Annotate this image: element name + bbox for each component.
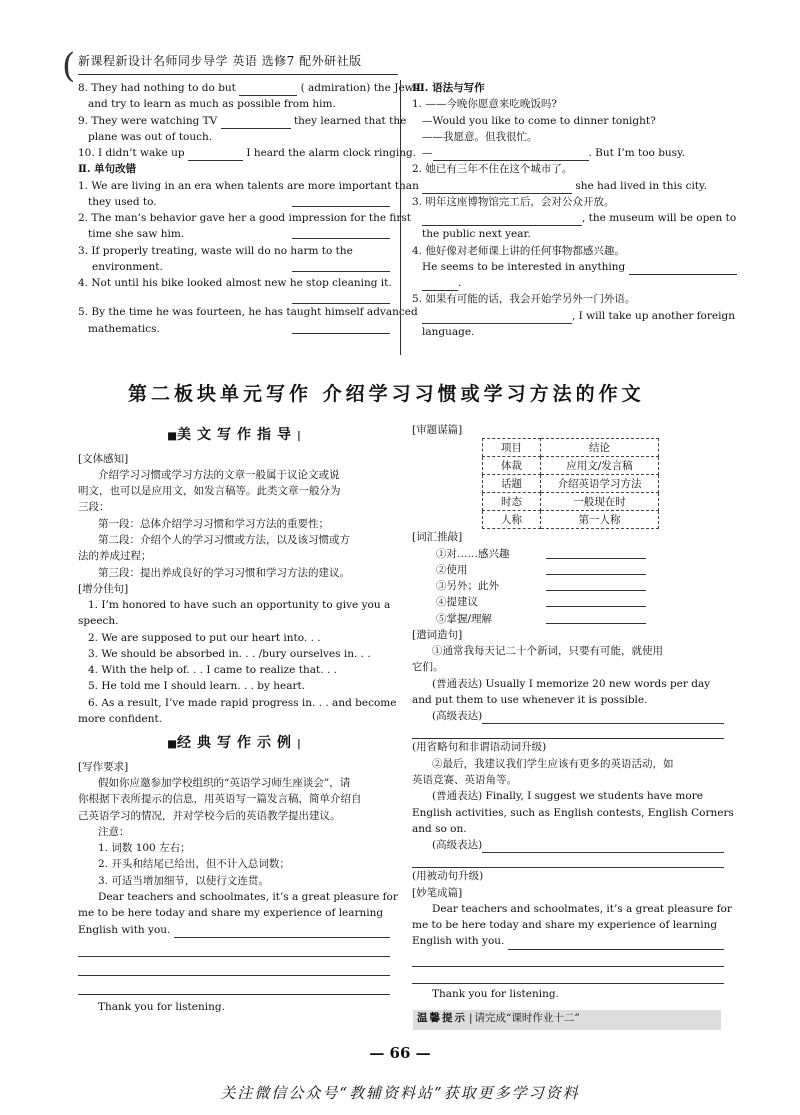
sentence-1-normal-cont: and put them to use whenever it is possible. bbox=[412, 693, 648, 706]
tip-text: 请完成“课时作业十二” bbox=[474, 1012, 580, 1024]
phrase-4: 4. With the help of. . . I came to realize that. . . bbox=[88, 664, 337, 677]
q1-zh2: ——我愿意。但我很忙。 bbox=[422, 130, 538, 143]
phrase-1-cont: speech. bbox=[78, 615, 119, 628]
note-1: 1. 词数 100 左右； bbox=[98, 842, 191, 855]
writing-line[interactable] bbox=[412, 954, 724, 967]
answer-line[interactable] bbox=[292, 226, 390, 239]
header-bracket: ( bbox=[62, 46, 76, 86]
correction-2: 2. The man’s behavior gave her a good impression for the first time she saw him. bbox=[78, 212, 412, 241]
column-divider bbox=[400, 80, 401, 355]
writing-line[interactable] bbox=[508, 937, 724, 950]
opening-2: me to be here today and share my experience of learning bbox=[412, 919, 718, 932]
q2-zh: 2. 她已有三年不住在这个城市了。 bbox=[412, 163, 573, 176]
tip-label: 温馨提示 bbox=[417, 1012, 467, 1024]
vocab-row: ④提建议 bbox=[412, 594, 724, 610]
item-8: 8. They had nothing to do but ( admiration) the Jews bbox=[78, 80, 390, 96]
para-2-cont: 法的养成过程； bbox=[78, 550, 152, 563]
writing-line[interactable] bbox=[174, 925, 390, 938]
vocab-row: ①对……感兴趣 bbox=[412, 546, 724, 562]
book-icon: ■ bbox=[167, 430, 178, 442]
sentence-2-cont: 英语竞赛、英语角等。 bbox=[412, 773, 517, 786]
left-top-column bbox=[78, 80, 420, 337]
item-9: 9. They were watching TV they learned that the bbox=[78, 113, 390, 129]
example-heading: ■经典写作示例| bbox=[167, 735, 301, 752]
vocab-row: ③另外；此外 bbox=[412, 578, 724, 594]
q3-cont: the public next year. bbox=[422, 228, 531, 241]
sentence-2-normal-cont: English activities, such as English contests, English Corners bbox=[412, 806, 734, 819]
writing-line[interactable] bbox=[78, 963, 390, 976]
sentence-1-normal: (普通表达) Usually I memorize 20 new words per day bbox=[432, 677, 711, 690]
tag-composition: [ 妙笔成篇 ] bbox=[412, 885, 462, 901]
section-3-title: Ⅲ. 语法与写作 bbox=[412, 82, 485, 94]
q5-zh: 5. 如果有可能的话，我会开始学另外一门外语。 bbox=[412, 293, 636, 306]
q3-zh: 3. 明年这座博物馆完工后，会对公众开放。 bbox=[412, 195, 615, 208]
table-row: 话题 介绍英语学习方法 bbox=[483, 475, 659, 493]
book-icon: ■ bbox=[167, 738, 178, 751]
para-2: 第二段：介绍个人的学习习惯或方法，以及该习惯或方 bbox=[98, 534, 350, 547]
q1-answer: — . But I’m too busy. bbox=[412, 145, 724, 161]
tag-requirements: [ 写作要求 ] bbox=[78, 759, 128, 775]
req-1: 假如你应邀参加学校组织的“英语学习师生座谈会”，请 bbox=[98, 777, 351, 790]
section-banner: 第二板块单元写作 介绍学习习惯或学习方法的作文 bbox=[128, 383, 645, 405]
correction-1: 1. We are living in an era when talents are more important than they used to. bbox=[78, 179, 419, 208]
tag-style: [ 文体感知 ] bbox=[78, 451, 128, 467]
sentence-2-normal-end: and so on. bbox=[412, 822, 467, 835]
opening-3-row: English with you. bbox=[412, 933, 724, 949]
writing-line[interactable] bbox=[78, 982, 390, 995]
writing-line[interactable] bbox=[412, 971, 724, 984]
sentence-2: ②最后，我建议我们学生应该有更多的英语活动，如 bbox=[432, 757, 674, 770]
answer-line[interactable] bbox=[292, 194, 390, 207]
analysis-table bbox=[482, 438, 659, 529]
opening-2: me to be here today and share my experience of learning bbox=[78, 907, 384, 920]
writing-line[interactable] bbox=[482, 840, 724, 853]
req-3: 己英语学习的情况，并对学校今后的英语教学提出建议。 bbox=[78, 809, 341, 822]
opening-3-row: English with you. bbox=[78, 922, 390, 938]
answer-line[interactable] bbox=[292, 321, 390, 334]
left-bottom-column bbox=[78, 425, 398, 1015]
tag-phrases: [ 增分佳句 ] bbox=[78, 581, 128, 597]
q4-zh: 4. 他好像对老师课上讲的任何事物都感兴趣。 bbox=[412, 244, 625, 257]
hint-2: (用被动句升级) bbox=[412, 870, 484, 883]
item-10: 10. I didn’t wake up I heard the alarm clock ringing. bbox=[78, 145, 390, 161]
phrase-6-cont: more confident. bbox=[78, 712, 163, 725]
phrase-3: 3. We should be absorbed in. . . /bury ourselves in. . . bbox=[88, 647, 371, 660]
q4-answer: He seems to be interested in anything bbox=[412, 259, 724, 275]
vocab-row: ⑤掌握/理解 bbox=[412, 611, 724, 627]
writing-line[interactable] bbox=[78, 944, 390, 957]
tip-box: 温馨提示 | 请完成“课时作业十二” bbox=[413, 1010, 721, 1030]
opening-1: Dear teachers and schoolmates, it’s a great pleasure for bbox=[432, 902, 732, 915]
closing-line: Thank you for listening. bbox=[98, 1000, 225, 1013]
section-2-title: Ⅱ. 单句改错 bbox=[78, 163, 137, 176]
q1-en: —Would you like to come to dinner tonight? bbox=[422, 114, 656, 127]
sentence-1-cont: 它们。 bbox=[412, 661, 444, 674]
opening-1: Dear teachers and schoolmates, it’s a great pleasure for bbox=[98, 891, 398, 904]
tag-sentences: [ 遣词造句 ] bbox=[412, 627, 462, 643]
table-row: 体裁 应用文/发言稿 bbox=[483, 457, 659, 475]
table-row: 时态 一般现在时 bbox=[483, 493, 659, 511]
para-3: 第三段：提出养成良好的学习习惯和学习方法的建议。 bbox=[98, 566, 350, 579]
header-rule bbox=[78, 74, 398, 75]
item-9-cont: plane was out of touch. bbox=[88, 130, 213, 143]
writing-line[interactable] bbox=[412, 726, 724, 739]
q5-answer: , I will take up another foreign bbox=[412, 308, 724, 324]
footer-note: 关注微信公众号“教辅资料站”获取更多学习资料 bbox=[220, 1084, 580, 1102]
phrase-1: 1. I’m honored to have such an opportunity to give you a bbox=[88, 599, 391, 612]
right-top-column bbox=[412, 80, 737, 340]
q3-answer: , the museum will be open to bbox=[412, 210, 724, 226]
page-header: 新课程新设计名师同步导学 英语 选修7 配外研社版 bbox=[78, 54, 362, 68]
correction-4: 4. Not until his bike looked almost new he stop cleaning it. bbox=[78, 275, 390, 304]
hint-1: (用省略句和非谓语动词升级) bbox=[412, 741, 547, 754]
closing-line: Thank you for listening. bbox=[432, 987, 559, 1000]
right-bottom-column bbox=[412, 422, 734, 1002]
table-row: 人称 第一人称 bbox=[483, 511, 659, 529]
phrase-2: 2. We are supposed to put our heart into. . . bbox=[88, 631, 321, 644]
writing-line[interactable] bbox=[412, 855, 724, 868]
sentence-1: ①通常我每天记二十个新词，只要有可能，就使用 bbox=[432, 645, 663, 658]
advanced-2: (高级表达) bbox=[412, 837, 724, 853]
page-number: — 66 — bbox=[369, 1044, 431, 1062]
note-2: 2. 开头和结尾已给出，但不计入总词数； bbox=[98, 858, 290, 871]
q2-answer: she had lived in this city. bbox=[412, 178, 724, 194]
item-8-cont: and try to learn as much as possible from him. bbox=[88, 98, 336, 111]
phrase-6: 6. As a result, I’ve made rapid progress in. . . and become bbox=[88, 696, 397, 709]
style-intro: 介绍学习习惯或学习方法的文章一般属于议论文或说 明文，也可以是应用文，如发言稿等。此类文章一般分为 三段： bbox=[78, 468, 341, 514]
correction-3: 3. If properly treating, waste will do no harm to the environment. bbox=[78, 243, 390, 276]
tag-vocab: [ 词汇推敲 ] bbox=[412, 529, 462, 545]
phrase-5: 5. He told me I should learn. . . by heart. bbox=[88, 680, 306, 693]
writing-line[interactable] bbox=[482, 711, 724, 724]
answer-line[interactable] bbox=[292, 291, 390, 304]
correction-5: 5. By the time he was fourteen, he has taught himself advanced mathematics. bbox=[78, 306, 418, 335]
q4-cont: . bbox=[412, 275, 724, 291]
para-1: 第一段：总体介绍学习习惯和学习方法的重要性； bbox=[98, 517, 329, 530]
q5-cont: language. bbox=[422, 325, 475, 338]
note-label: 注意： bbox=[98, 825, 130, 838]
note-3: 3. 可适当增加细节，以使行文连贯。 bbox=[98, 874, 269, 887]
vocab-row: ②使用 bbox=[412, 562, 724, 578]
tag-analysis: [ 审题谋篇 ] bbox=[412, 422, 462, 438]
sentence-2-normal: (普通表达) Finally, I suggest we students have more bbox=[432, 790, 703, 803]
guide-heading: ■美文写作指导| bbox=[167, 427, 301, 443]
advanced-1: (高级表达) bbox=[412, 708, 724, 724]
table-row: 项目 结论 bbox=[483, 439, 659, 457]
answer-line[interactable] bbox=[292, 259, 390, 272]
q1-zh: 1. ——今晚你愿意来吃晚饭吗? bbox=[412, 98, 557, 111]
req-2: 你根据下表所提示的信息，用英语写一篇发言稿，简单介绍自 bbox=[78, 793, 362, 806]
